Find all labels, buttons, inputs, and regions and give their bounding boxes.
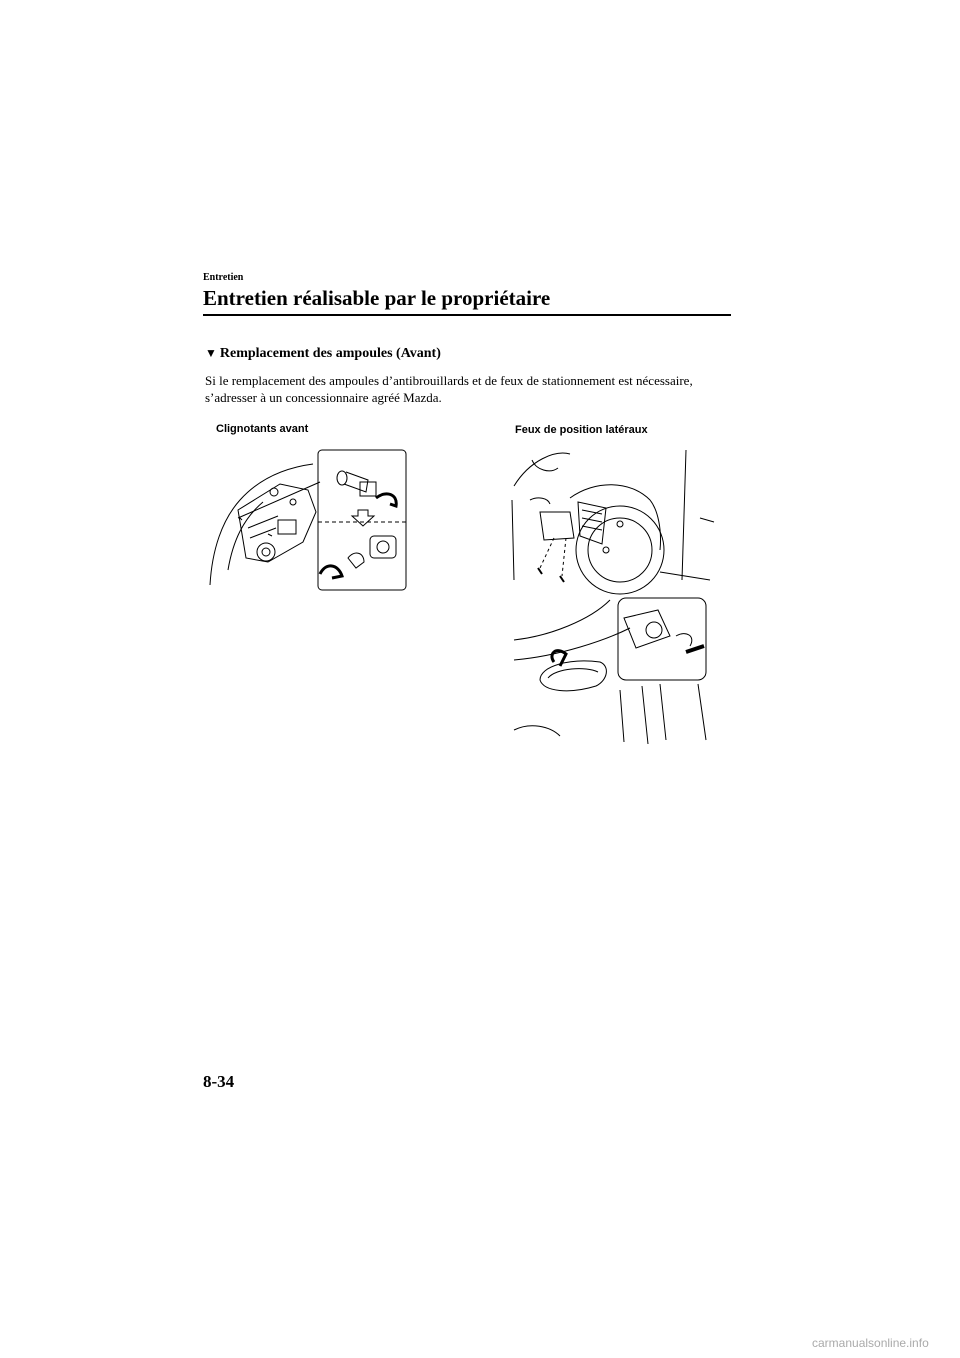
section-label: Entretien <box>203 272 244 283</box>
turn-signal-illustration <box>208 440 410 595</box>
subheading <box>205 346 441 362</box>
triangle-down-icon: ▼ <box>205 346 217 360</box>
title-rule <box>203 314 731 316</box>
left-figure-caption: Clignotants avant <box>216 423 309 435</box>
right-figure-caption: Feux de position latéraux <box>515 424 648 436</box>
body-paragraph: Si le remplacement des ampoules d’antibrouillards et de feux de stationnement est nécessaire, s’adresser à un concessionnaire agréé Mazda. <box>205 373 693 405</box>
subheading-text: Remplacement des ampoules (Avant) <box>219 346 441 361</box>
page-title: Entretien réalisable par le propriétaire <box>203 286 551 310</box>
side-marker-illustration <box>510 440 715 745</box>
watermark: carmanualsonline.info <box>812 1336 929 1350</box>
page-number: 8-34 <box>203 1072 235 1091</box>
